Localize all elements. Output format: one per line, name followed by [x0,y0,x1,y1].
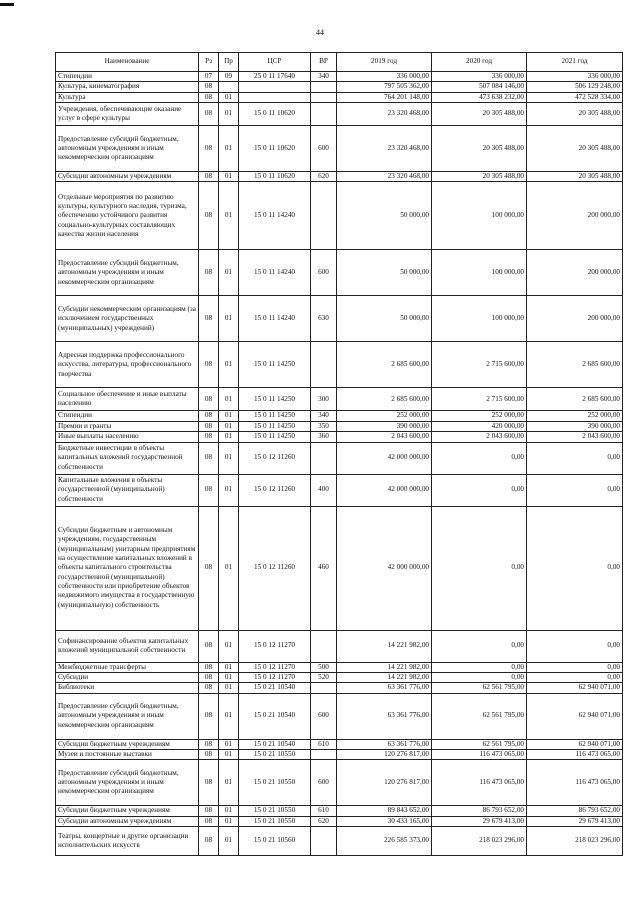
table-row [56,432,623,442]
table-row [56,827,623,856]
cell-name: Капитальные вложения в объекты государственной (муниципальной) собственности [56,474,199,506]
cell-rz: 08 [199,103,219,126]
table-row [56,693,623,739]
cell-pr: 01 [219,92,239,102]
cell-vr: 600 [311,760,337,806]
cell-2020: 0,00 [432,506,527,630]
cell-2020: 100 000,00 [432,250,527,296]
cell-vr [311,630,337,662]
cell-name: Учреждения, обеспечивающие оказание услуг в сфере культуры [56,103,199,126]
cell-2019: 50 000,00 [337,250,432,296]
cell-rz: 08 [199,442,219,474]
table-row [56,250,623,296]
cell-2020: 20 305 488,00 [432,126,527,172]
cell-name: Бюджетные инвестиции в объекты капитальных вложений государственной собственности [56,442,199,474]
cell-2020: 252 000,00 [432,411,527,421]
cell-name: Библиотеки [56,683,199,693]
cell-vr: 600 [311,693,337,739]
table-row [56,683,623,693]
table-row [56,182,623,250]
cell-2021: 20 305 488,00 [527,126,623,172]
table-header-row [56,53,623,72]
cell-2020: 29 679 413,00 [432,816,527,826]
cell-csr: 15 0 11 14240 [239,182,311,250]
cell-vr: 600 [311,250,337,296]
cell-vr [311,103,337,126]
header-csr: ЦСР [239,53,311,72]
cell-vr: 300 [311,388,337,411]
table-row [56,806,623,816]
cell-vr: 630 [311,296,337,342]
cell-pr: 01 [219,683,239,693]
cell-pr: 01 [219,816,239,826]
cell-name: Культура [56,92,199,102]
cell-vr: 610 [311,739,337,749]
cell-2021: 116 473 065,00 [527,749,623,759]
cell-2021: 0,00 [527,630,623,662]
cell-2019: 226 585 373,00 [337,827,432,856]
cell-csr: 15 0 12 11270 [239,672,311,682]
table-row [56,126,623,172]
header-2021: 2021 год [527,53,623,72]
table-row [56,749,623,759]
cell-vr: 620 [311,816,337,826]
budget-table [55,52,623,856]
cell-csr: 15 0 11 10620 [239,172,311,182]
cell-vr: 340 [311,72,337,82]
cell-name: Субсидии [56,672,199,682]
cell-2020: 473 638 232,00 [432,92,527,102]
table-row [56,662,623,672]
cell-2020: 62 561 795,00 [432,693,527,739]
cell-vr: 340 [311,411,337,421]
header-2020: 2020 год [432,53,527,72]
cell-2021: 86 793 652,00 [527,806,623,816]
cell-2019: 42 000 000,00 [337,474,432,506]
cell-name: Софинансирование объектов капитальных вложений муниципальной собственности [56,630,199,662]
cell-2020: 100 000,00 [432,182,527,250]
cell-pr: 01 [219,342,239,388]
cell-2020: 0,00 [432,474,527,506]
cell-pr: 09 [219,72,239,82]
cell-2019: 120 276 817,00 [337,760,432,806]
cell-csr: 15 0 21 10550 [239,760,311,806]
cell-vr [311,827,337,856]
cell-csr [239,82,311,92]
cell-pr: 01 [219,182,239,250]
cell-csr: 15 0 11 14250 [239,432,311,442]
cell-pr: 01 [219,739,239,749]
table-row [56,172,623,182]
cell-2021: 218 023 296,00 [527,827,623,856]
cell-2019: 2 685 600,00 [337,342,432,388]
cell-2020: 0,00 [432,662,527,672]
cell-rz: 08 [199,693,219,739]
cell-pr: 01 [219,630,239,662]
cell-vr: 500 [311,662,337,672]
header-name: Наименование [56,53,199,72]
cell-vr [311,342,337,388]
cell-2019: 252 000,00 [337,411,432,421]
cell-pr: 01 [219,749,239,759]
cell-2019: 63 361 776,00 [337,693,432,739]
cell-2019: 63 361 776,00 [337,683,432,693]
table-row [56,739,623,749]
cell-2019: 2 043 600,00 [337,432,432,442]
cell-name: Субсидии бюджетным и автономным учреждениям, государственным (муниципальным) унитарным предприятиям на осуществление капитальных вложений в объекты капитального строительства государственной (муниципальной) собственности или приобретение объектов недвижимого имущества в государственную (муниципальную) собственность [56,506,199,630]
cell-csr: 15 0 11 14250 [239,421,311,431]
cell-2020: 2 043 600,00 [432,432,527,442]
cell-2020: 100 000,00 [432,296,527,342]
cell-csr: 15 0 21 10540 [239,683,311,693]
cell-2019: 390 000,00 [337,421,432,431]
header-vr: ВР [311,53,337,72]
cell-csr: 15 0 12 11260 [239,506,311,630]
cell-rz: 08 [199,82,219,92]
cell-2019: 336 000,00 [337,72,432,82]
table-row [56,72,623,82]
cell-rz: 08 [199,630,219,662]
cell-name: Отдельные мероприятия по развитию культуры, культурного наследия, туризма, обеспечению устойчивого развития социально-культурных составляющих качества жизни населения [56,182,199,250]
cell-vr: 600 [311,126,337,172]
cell-vr: 360 [311,432,337,442]
cell-pr: 01 [219,442,239,474]
cell-rz: 08 [199,474,219,506]
cell-name: Субсидии бюджетным учреждениям [56,806,199,816]
cell-csr: 15 0 12 11270 [239,630,311,662]
cell-pr: 01 [219,421,239,431]
cell-2020: 218 023 296,00 [432,827,527,856]
cell-vr: 620 [311,172,337,182]
cell-name: Иные выплаты населению [56,432,199,442]
cell-csr: 15 0 11 14240 [239,250,311,296]
cell-rz: 08 [199,739,219,749]
cell-rz: 08 [199,388,219,411]
cell-2021: 0,00 [527,672,623,682]
cell-vr [311,92,337,102]
cell-csr: 25 0 11 17640 [239,72,311,82]
cell-csr: 15 0 11 14250 [239,388,311,411]
cell-rz: 08 [199,749,219,759]
cell-pr: 01 [219,662,239,672]
cell-csr: 15 0 11 14240 [239,296,311,342]
cell-vr: 520 [311,672,337,682]
cell-csr [239,92,311,102]
cell-2021: 20 305 488,00 [527,172,623,182]
header-rz: Рз [199,53,219,72]
cell-2021: 0,00 [527,442,623,474]
cell-rz: 08 [199,827,219,856]
cell-2021: 29 679 413,00 [527,816,623,826]
cell-pr: 01 [219,388,239,411]
cell-name: Театры, концертные и другие организации исполнительских искусств [56,827,199,856]
cell-rz: 08 [199,506,219,630]
cell-2021: 2 043 600,00 [527,432,623,442]
cell-2020: 0,00 [432,672,527,682]
cell-name: Межбюджетные трансферты [56,662,199,672]
table-row [56,421,623,431]
cell-rz: 08 [199,126,219,172]
cell-2020: 420 000,00 [432,421,527,431]
cell-2020: 62 561 795,00 [432,739,527,749]
cell-2021: 506 129 248,00 [527,82,623,92]
cell-pr: 01 [219,250,239,296]
cell-name: Субсидии автономным учреждениям [56,172,199,182]
cell-csr: 15 0 21 10540 [239,693,311,739]
cell-2019: 23 320 468,00 [337,172,432,182]
cell-2019: 14 221 982,00 [337,672,432,682]
cell-rz: 08 [199,432,219,442]
cell-2021: 200 000,00 [527,182,623,250]
cell-rz: 07 [199,72,219,82]
cell-2019: 23 320 468,00 [337,103,432,126]
cell-csr: 15 0 11 10620 [239,103,311,126]
cell-2019: 14 221 982,00 [337,662,432,672]
cell-vr [311,442,337,474]
cell-rz: 08 [199,421,219,431]
cell-csr: 15 0 21 10540 [239,739,311,749]
cell-2021: 116 473 065,00 [527,760,623,806]
cell-vr: 350 [311,421,337,431]
cell-csr: 15 0 11 14250 [239,411,311,421]
cell-rz: 08 [199,296,219,342]
cell-2019: 2 685 600,00 [337,388,432,411]
cell-csr: 15 0 21 10560 [239,827,311,856]
cell-pr: 01 [219,806,239,816]
cell-rz: 08 [199,683,219,693]
cell-rz: 08 [199,662,219,672]
cell-name: Стипендии [56,411,199,421]
table-row [56,82,623,92]
cell-pr: 01 [219,296,239,342]
cell-pr: 01 [219,760,239,806]
cell-rz: 08 [199,250,219,296]
table-row [56,92,623,102]
cell-csr: 15 0 12 11260 [239,442,311,474]
cell-2019: 89 843 652,00 [337,806,432,816]
cell-2019: 23 320 468,00 [337,126,432,172]
cell-pr [219,82,239,92]
cell-2021: 62 940 071,00 [527,739,623,749]
cell-name: Стипендии [56,72,199,82]
cell-rz: 08 [199,411,219,421]
cell-2019: 50 000,00 [337,182,432,250]
cell-pr: 01 [219,672,239,682]
cell-2019: 50 000,00 [337,296,432,342]
table-row [56,388,623,411]
cell-rz: 08 [199,672,219,682]
cell-2021: 0,00 [527,506,623,630]
cell-2021: 252 000,00 [527,411,623,421]
table-row [56,506,623,630]
cell-2020: 116 473 065,00 [432,760,527,806]
cell-2021: 390 000,00 [527,421,623,431]
table-row [56,411,623,421]
cell-2020: 20 305 488,00 [432,172,527,182]
cell-rz: 08 [199,92,219,102]
cell-name: Премии и гранты [56,421,199,431]
header-pr: Пр [219,53,239,72]
cell-2020: 62 561 795,00 [432,683,527,693]
cell-pr: 01 [219,827,239,856]
cell-2021: 2 685 600,00 [527,342,623,388]
cell-csr: 15 0 11 10620 [239,126,311,172]
cell-vr [311,182,337,250]
cell-2021: 62 940 071,00 [527,693,623,739]
table-row [56,672,623,682]
table-row [56,630,623,662]
table-row [56,296,623,342]
cell-rz: 08 [199,760,219,806]
cell-vr [311,749,337,759]
cell-2019: 30 433 165,00 [337,816,432,826]
cell-2020: 0,00 [432,630,527,662]
cell-2019: 764 201 148,00 [337,92,432,102]
cell-2021: 20 305 488,00 [527,103,623,126]
cell-pr: 01 [219,432,239,442]
cell-2021: 472 528 334,00 [527,92,623,102]
cell-2021: 0,00 [527,662,623,672]
cell-2019: 42 000 000,00 [337,506,432,630]
cell-pr: 01 [219,474,239,506]
cell-2021: 200 000,00 [527,296,623,342]
page-number: 44 [316,28,324,37]
cell-2021: 2 685 600,00 [527,388,623,411]
cell-csr: 15 0 11 14250 [239,342,311,388]
cell-2020: 0,00 [432,442,527,474]
cell-2020: 116 473 065,00 [432,749,527,759]
table-row [56,816,623,826]
cell-pr: 01 [219,103,239,126]
cell-vr [311,683,337,693]
cell-name: Музеи и постоянные выставки [56,749,199,759]
cell-2019: 797 505 362,00 [337,82,432,92]
cell-2021: 62 940 071,00 [527,683,623,693]
cell-2021: 336 000,00 [527,72,623,82]
cell-pr: 01 [219,172,239,182]
cell-2020: 507 084 146,00 [432,82,527,92]
table-body [56,72,623,856]
table-row [56,760,623,806]
cell-2020: 86 793 652,00 [432,806,527,816]
cell-2020: 2 715 600,00 [432,388,527,411]
cell-name: Предоставление субсидий бюджетным, автономным учреждениям и иным некоммерческим организациям [56,760,199,806]
cell-rz: 08 [199,816,219,826]
cell-vr: 400 [311,474,337,506]
cell-2021: 0,00 [527,474,623,506]
cell-2020: 336 000,00 [432,72,527,82]
cell-2021: 200 000,00 [527,250,623,296]
cell-csr: 15 0 12 11260 [239,474,311,506]
cell-2020: 2 715 600,00 [432,342,527,388]
cell-name: Социальное обеспечение и иные выплаты населению [56,388,199,411]
cell-rz: 08 [199,182,219,250]
table-row [56,103,623,126]
cell-rz: 08 [199,806,219,816]
cell-vr [311,82,337,92]
cell-name: Субсидии бюджетным учреждениям [56,739,199,749]
table-row [56,342,623,388]
cell-pr: 01 [219,411,239,421]
cell-name: Субсидии автономным учреждениям [56,816,199,826]
cell-csr: 15 0 21 10550 [239,816,311,826]
cell-csr: 15 0 12 11270 [239,662,311,672]
cell-rz: 08 [199,342,219,388]
header-2019: 2019 год [337,53,432,72]
cell-pr: 01 [219,126,239,172]
cell-csr: 15 0 21 10550 [239,806,311,816]
cell-pr: 01 [219,693,239,739]
cell-name: Адресная поддержка профессионального искусства, литературы, профессионального творчества [56,342,199,388]
cell-vr: 460 [311,506,337,630]
cell-2020: 20 305 488,00 [432,103,527,126]
scan-edge-mark [0,3,14,6]
table-row [56,474,623,506]
table-row [56,442,623,474]
cell-name: Предоставление субсидий бюджетным, автономным учреждениям и иным некоммерческим организациям [56,693,199,739]
cell-vr: 610 [311,806,337,816]
cell-pr: 01 [219,506,239,630]
cell-name: Культура, кинематография [56,82,199,92]
cell-name: Субсидии некоммерческим организациям (за исключением государственных (муниципальных) учреждений) [56,296,199,342]
cell-2019: 63 361 776,00 [337,739,432,749]
cell-rz: 08 [199,172,219,182]
cell-name: Предоставление субсидий бюджетным, автономным учреждениям и иным некоммерческим организациям [56,250,199,296]
cell-2019: 14 221 982,00 [337,630,432,662]
cell-2019: 120 276 817,00 [337,749,432,759]
cell-csr: 15 0 21 10550 [239,749,311,759]
cell-name: Предоставление субсидий бюджетным, автономным учреждениям и иным некоммерческим организациям [56,126,199,172]
cell-2019: 42 000 000,00 [337,442,432,474]
